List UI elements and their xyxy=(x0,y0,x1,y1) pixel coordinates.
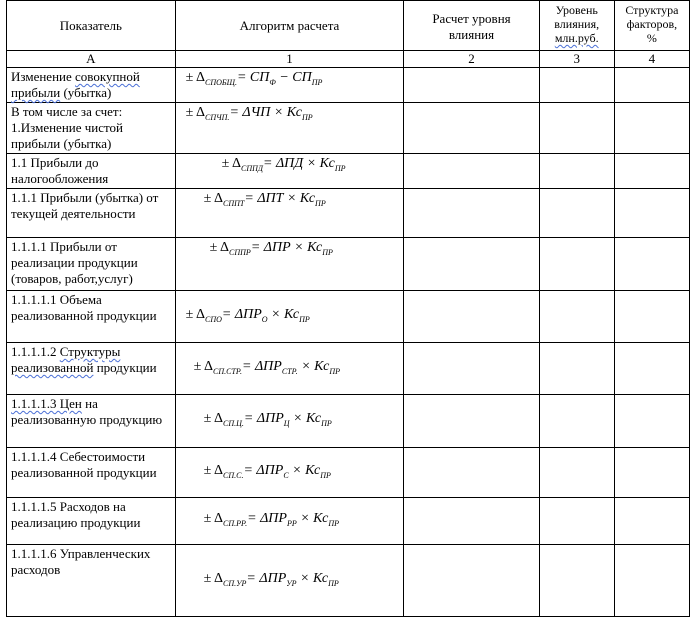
header-structure-line2: факторов, xyxy=(626,17,678,31)
formula-subscript: СППР xyxy=(229,248,251,257)
row-indicator xyxy=(7,448,176,498)
formula-subscript: УР xyxy=(286,578,297,588)
row-indicator xyxy=(7,68,176,103)
formula xyxy=(204,571,339,586)
row-indicator-text: 1.1.1.1.5 Расходов на реализацию продукции xyxy=(11,499,141,530)
col-num-a: А xyxy=(7,51,176,68)
row-structure[interactable] xyxy=(614,498,689,545)
formula xyxy=(186,105,313,120)
row-indicator-text: 1.1.1.1.1 Объема реализованной продукции xyxy=(11,292,157,323)
formula-subscript: СП.СТР. xyxy=(213,366,243,376)
row-calc-level[interactable] xyxy=(404,238,539,291)
row-impact-level[interactable] xyxy=(539,291,614,343)
row-indicator-underlined-text: 1.1.1.1.3 Цен xyxy=(11,396,82,411)
formula xyxy=(194,359,340,374)
formula-subscript: РР xyxy=(286,519,297,528)
row-structure[interactable] xyxy=(614,154,689,189)
formula-subscript: ПР xyxy=(311,78,323,87)
table-row xyxy=(7,154,690,189)
table-row xyxy=(7,189,690,238)
table-row xyxy=(7,68,690,103)
formula-term: × Кс xyxy=(267,306,300,322)
formula-term: × Кс xyxy=(290,240,323,255)
plus-minus-sign: ± xyxy=(203,570,215,586)
plus-minus-sign: ± xyxy=(209,240,221,255)
row-calc-level[interactable] xyxy=(404,498,539,545)
row-indicator-text: В том числе за счет: 1.Изменение чистой прибыли (убытка) xyxy=(11,104,123,151)
header-calc-level xyxy=(404,1,539,51)
row-indicator-text: 1.1.1 Прибыли (убытка) от текущей деятельности xyxy=(11,190,159,221)
row-impact-level[interactable] xyxy=(539,238,614,291)
formula-subscript: ПР xyxy=(315,199,326,208)
row-impact-level[interactable] xyxy=(539,395,614,448)
formula-subscript: СПО xyxy=(205,314,222,324)
formula-term: = ΔПД xyxy=(263,156,304,171)
plus-minus-sign: ± xyxy=(221,156,233,171)
row-structure[interactable] xyxy=(614,343,689,395)
formula-term: = ΔПР xyxy=(243,462,284,478)
row-indicator xyxy=(7,343,176,395)
formula-subscript: ПР xyxy=(301,113,313,122)
formula-subscript: СППД xyxy=(241,164,264,173)
formula-term: × Кс xyxy=(283,191,316,206)
plus-minus-sign: ± xyxy=(185,70,197,85)
header-indicator xyxy=(7,1,176,51)
formula-subscript: ПР xyxy=(321,419,332,428)
row-calc-level[interactable] xyxy=(404,103,539,154)
formula-term: × Кс xyxy=(289,411,322,426)
row-formula xyxy=(175,291,404,343)
table-row xyxy=(7,395,690,448)
row-indicator-text: продукции xyxy=(93,360,157,375)
plus-minus-sign: ± xyxy=(203,511,215,526)
row-indicator xyxy=(7,103,176,154)
formula-subscript: СТР. xyxy=(281,366,298,376)
formula xyxy=(204,463,331,478)
header-algorithm xyxy=(175,1,404,51)
header-calc-level-text: Расчет уровня влияния xyxy=(432,11,511,42)
row-indicator xyxy=(7,291,176,343)
row-formula xyxy=(175,68,404,103)
row-formula xyxy=(175,545,404,617)
row-formula xyxy=(175,238,404,291)
row-impact-level[interactable] xyxy=(539,189,614,238)
row-calc-level[interactable] xyxy=(404,343,539,395)
row-calc-level[interactable] xyxy=(404,291,539,343)
row-indicator xyxy=(7,545,176,617)
formula-term: × Кс xyxy=(296,511,329,526)
col-num-4: 4 xyxy=(614,51,689,68)
formula xyxy=(222,156,346,171)
col-num-2: 2 xyxy=(404,51,539,68)
row-indicator xyxy=(7,154,176,189)
formula-term: − СП xyxy=(275,70,312,85)
header-structure-line1: Структура xyxy=(625,3,679,17)
table-row xyxy=(7,545,690,617)
row-indicator-underlined-text: Структуры реализованной xyxy=(11,344,121,375)
formula-subscript: СПОБЩ. xyxy=(205,78,237,87)
row-indicator xyxy=(7,189,176,238)
formula-subscript: Ф xyxy=(269,78,276,87)
row-calc-level[interactable] xyxy=(404,154,539,189)
row-indicator-text: 1.1.1.1 Прибыли от реализации продукции (товаров, работ,услуг) xyxy=(11,239,138,286)
table-row xyxy=(7,498,690,545)
row-formula xyxy=(175,103,404,154)
formula-subscript: О xyxy=(261,314,268,324)
header-row xyxy=(7,1,690,51)
formula-term: Δ xyxy=(214,511,224,526)
formula-subscript: ПР xyxy=(334,164,346,173)
formula-term: = ΔПР xyxy=(247,511,287,526)
plus-minus-sign: ± xyxy=(203,191,215,206)
formula-term: Δ xyxy=(214,462,224,478)
row-structure[interactable] xyxy=(614,189,689,238)
row-formula xyxy=(175,448,404,498)
formula xyxy=(210,240,333,255)
formula-term: × Кс xyxy=(303,156,335,171)
plus-minus-sign: ± xyxy=(185,105,197,120)
plus-minus-sign: ± xyxy=(203,411,215,426)
formula-subscript: Ц xyxy=(283,419,290,428)
row-indicator-text: 1.1.1.1.2 xyxy=(11,344,60,359)
row-impact-level[interactable] xyxy=(539,498,614,545)
formula-term: Δ xyxy=(196,70,206,85)
row-formula xyxy=(175,154,404,189)
table-row xyxy=(7,448,690,498)
formula xyxy=(204,411,332,426)
row-indicator-text: 1.1 Прибыли до налогообложения xyxy=(11,155,109,186)
row-formula xyxy=(175,395,404,448)
row-formula xyxy=(175,343,404,395)
formula-subscript: СП.УР xyxy=(223,578,247,588)
table-row xyxy=(7,291,690,343)
formula-term: = СП xyxy=(236,70,270,85)
row-impact-level[interactable] xyxy=(539,103,614,154)
row-indicator xyxy=(7,498,176,545)
plus-minus-sign: ± xyxy=(193,358,205,374)
formula xyxy=(186,70,323,85)
formula-term: = ΔПР xyxy=(243,411,284,426)
formula xyxy=(204,511,339,526)
header-impact-level xyxy=(539,1,614,51)
formula-subscript: ПР xyxy=(329,366,340,376)
formula-term: Δ xyxy=(214,570,224,586)
formula-subscript: СП.С. xyxy=(223,470,244,480)
formula xyxy=(186,307,310,322)
row-impact-level[interactable] xyxy=(539,154,614,189)
row-structure[interactable] xyxy=(614,103,689,154)
col-num-1: 1 xyxy=(175,51,404,68)
formula-term: = ΔЧП xyxy=(229,105,271,120)
row-indicator-text: 1.1.1.1.4 Себестоимости реализованной продукции xyxy=(11,449,157,480)
formula-subscript: ПР xyxy=(328,519,340,528)
row-calc-level[interactable] xyxy=(404,395,539,448)
formula-term: × Кс xyxy=(296,570,329,586)
row-impact-level[interactable] xyxy=(539,545,614,617)
formula-term: = ΔПР xyxy=(242,358,282,374)
formula-subscript: СППТ xyxy=(223,199,245,208)
formula-subscript: ПР xyxy=(322,248,333,257)
formula-subscript: С xyxy=(283,470,289,480)
formula-subscript: ПР xyxy=(299,314,310,324)
header-indicator-text: Показатель xyxy=(59,17,122,33)
formula-term: × Кс xyxy=(297,358,330,374)
row-indicator-text: (убытка) xyxy=(60,85,112,100)
row-structure[interactable] xyxy=(614,395,689,448)
row-indicator-text: на реализованную продукцию xyxy=(11,396,163,427)
formula-term: Δ xyxy=(204,358,214,374)
formula-term: = ΔПТ xyxy=(244,191,284,206)
row-indicator xyxy=(7,395,176,448)
header-structure-line3: % xyxy=(646,31,657,45)
formula-term: Δ xyxy=(232,156,242,171)
formula-subscript: ПР xyxy=(328,578,339,588)
col-num-3: 3 xyxy=(539,51,614,68)
formula-term: Δ xyxy=(214,191,224,206)
row-calc-level[interactable] xyxy=(404,68,539,103)
formula-term: Δ xyxy=(214,411,224,426)
header-impact-level-line3: млн.руб. xyxy=(554,31,599,45)
row-indicator-underlined-text: совокупной прибыли xyxy=(11,69,140,100)
row-structure[interactable] xyxy=(614,545,689,617)
table-row xyxy=(7,103,690,154)
row-indicator-text: Изменение xyxy=(11,69,75,84)
formula-term: = ΔПР xyxy=(246,570,287,586)
header-algorithm-text: Алгоритм расчета xyxy=(239,17,340,33)
row-structure[interactable] xyxy=(614,448,689,498)
formula-term: Δ xyxy=(220,240,230,255)
plus-minus-sign: ± xyxy=(185,306,197,322)
formula-term: Δ xyxy=(196,105,206,120)
row-impact-level[interactable] xyxy=(539,448,614,498)
row-impact-level[interactable] xyxy=(539,68,614,103)
table-row xyxy=(7,238,690,291)
row-calc-level[interactable] xyxy=(404,545,539,617)
formula-subscript: СП.РР. xyxy=(223,519,248,528)
row-indicator xyxy=(7,238,176,291)
formula-subscript: СПЧП. xyxy=(205,113,230,122)
formula-term: = ΔПР xyxy=(221,306,262,322)
row-structure[interactable] xyxy=(614,68,689,103)
header-impact-level-line2: влияния, xyxy=(554,17,600,31)
row-structure[interactable] xyxy=(614,291,689,343)
row-calc-level[interactable] xyxy=(404,189,539,238)
row-calc-level[interactable] xyxy=(404,448,539,498)
formula-term: = ΔПР xyxy=(250,240,291,255)
row-indicator-text: 1.1.1.1.6 Управленческих расходов xyxy=(11,546,151,577)
row-impact-level[interactable] xyxy=(539,343,614,395)
header-impact-level-line1: Уровень xyxy=(555,3,598,17)
formula xyxy=(204,191,326,206)
formula-subscript: СП.Ц. xyxy=(223,419,244,428)
plus-minus-sign: ± xyxy=(203,462,215,478)
formula-subscript: ПР xyxy=(320,470,331,480)
formula-term: × Кс xyxy=(270,105,302,120)
table-row xyxy=(7,343,690,395)
header-structure xyxy=(614,1,689,51)
factor-analysis-table xyxy=(6,0,690,617)
row-formula xyxy=(175,189,404,238)
formula-term: Δ xyxy=(196,306,206,322)
formula-term: × Кс xyxy=(288,462,321,478)
column-number-row xyxy=(7,51,690,68)
row-structure[interactable] xyxy=(614,238,689,291)
row-formula xyxy=(175,498,404,545)
